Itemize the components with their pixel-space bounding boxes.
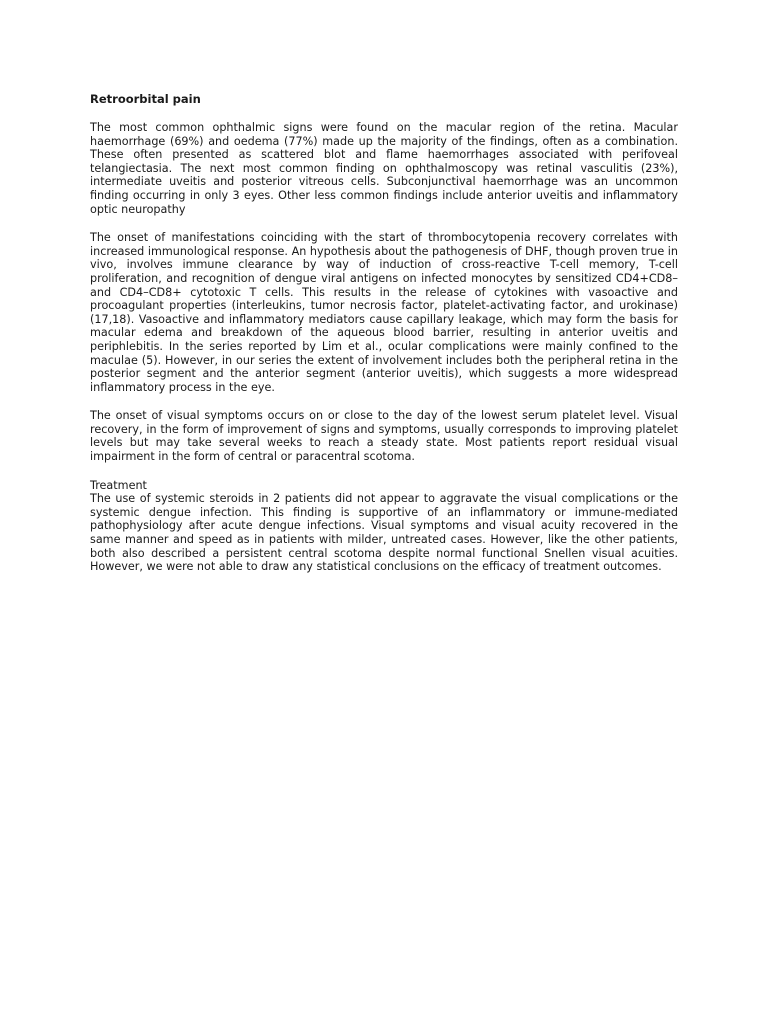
paragraph-treatment: The use of systemic steroids in 2 patients did not appear to aggravate the visual complications or the systemic dengue infection. This finding is supportive of an inflammatory or immune-mediated pathophysiology after acute dengue infections. Visual symptoms and visual acuity recovered in the same manner and speed as in patients with milder, untreated cases. However, like the other patients, both also described a persistent central scotoma despite normal functional Snellen visual acuities. However, we were not able to draw any statistical conclusions on the efficacy of treatment outcomes.: [90, 492, 678, 574]
paragraph-ophthalmic-signs: The most common ophthalmic signs were found on the macular region of the retina. Macular haemorrhage (69%) and oedema (77%) made up the majority of the findings, often as a combination. These often presented as scattered blot and flame haemorrhages associated with perifoveal telangiectasia. The next most common finding on ophthalmoscopy was retinal vasculitis (23%), intermediate uveitis and posterior vitreous cells. Subconjunctival haemorrhage was an uncommon finding occurring in only 3 eyes. Other less common findings include anterior uveitis and inflammatory optic neuropathy: [90, 121, 678, 216]
document-page: [90, 92, 678, 574]
section-title: Retroorbital pain: [90, 92, 201, 106]
paragraph-visual-symptoms: The onset of visual symptoms occurs on or close to the day of the lowest serum platelet level. Visual recovery, in the form of improvement of signs and symptoms, usually corresponds to improving platelet levels but may take several weeks to reach a steady state. Most patients report residual visual impairment in the form of central or paracentral scotoma.: [90, 409, 678, 464]
paragraph-pathogenesis: The onset of manifestations coinciding with the start of thrombocytopenia recovery correlates with increased immunological response. An hypothesis about the pathogenesis of DHF, though proven true in vivo, involves immune clearance by way of induction of cross-reactive T-cell memory, T-cell proliferation, and recognition of dengue viral antigens on infected monocytes by sensitized CD4+CD8– and CD4–CD8+ cytotoxic T cells. This results in the release of cytokines with vasoactive and procoagulant properties (interleukins, tumor necrosis factor, platelet-activating factor, and urokinase) (17,18). Vasoactive and inflammatory mediators cause capillary leakage, which may form the basis for macular edema and breakdown of the aqueous blood barrier, resulting in anterior uveitis and periphlebitis. In the series reported by Lim et al., ocular complications were mainly confined to the maculae (5). However, in our series the extent of involvement includes both the peripheral retina in the posterior segment and the anterior segment (anterior uveitis), which suggests a more widespread inflammatory process in the eye.: [90, 231, 678, 394]
treatment-heading: Treatment: [90, 478, 147, 492]
